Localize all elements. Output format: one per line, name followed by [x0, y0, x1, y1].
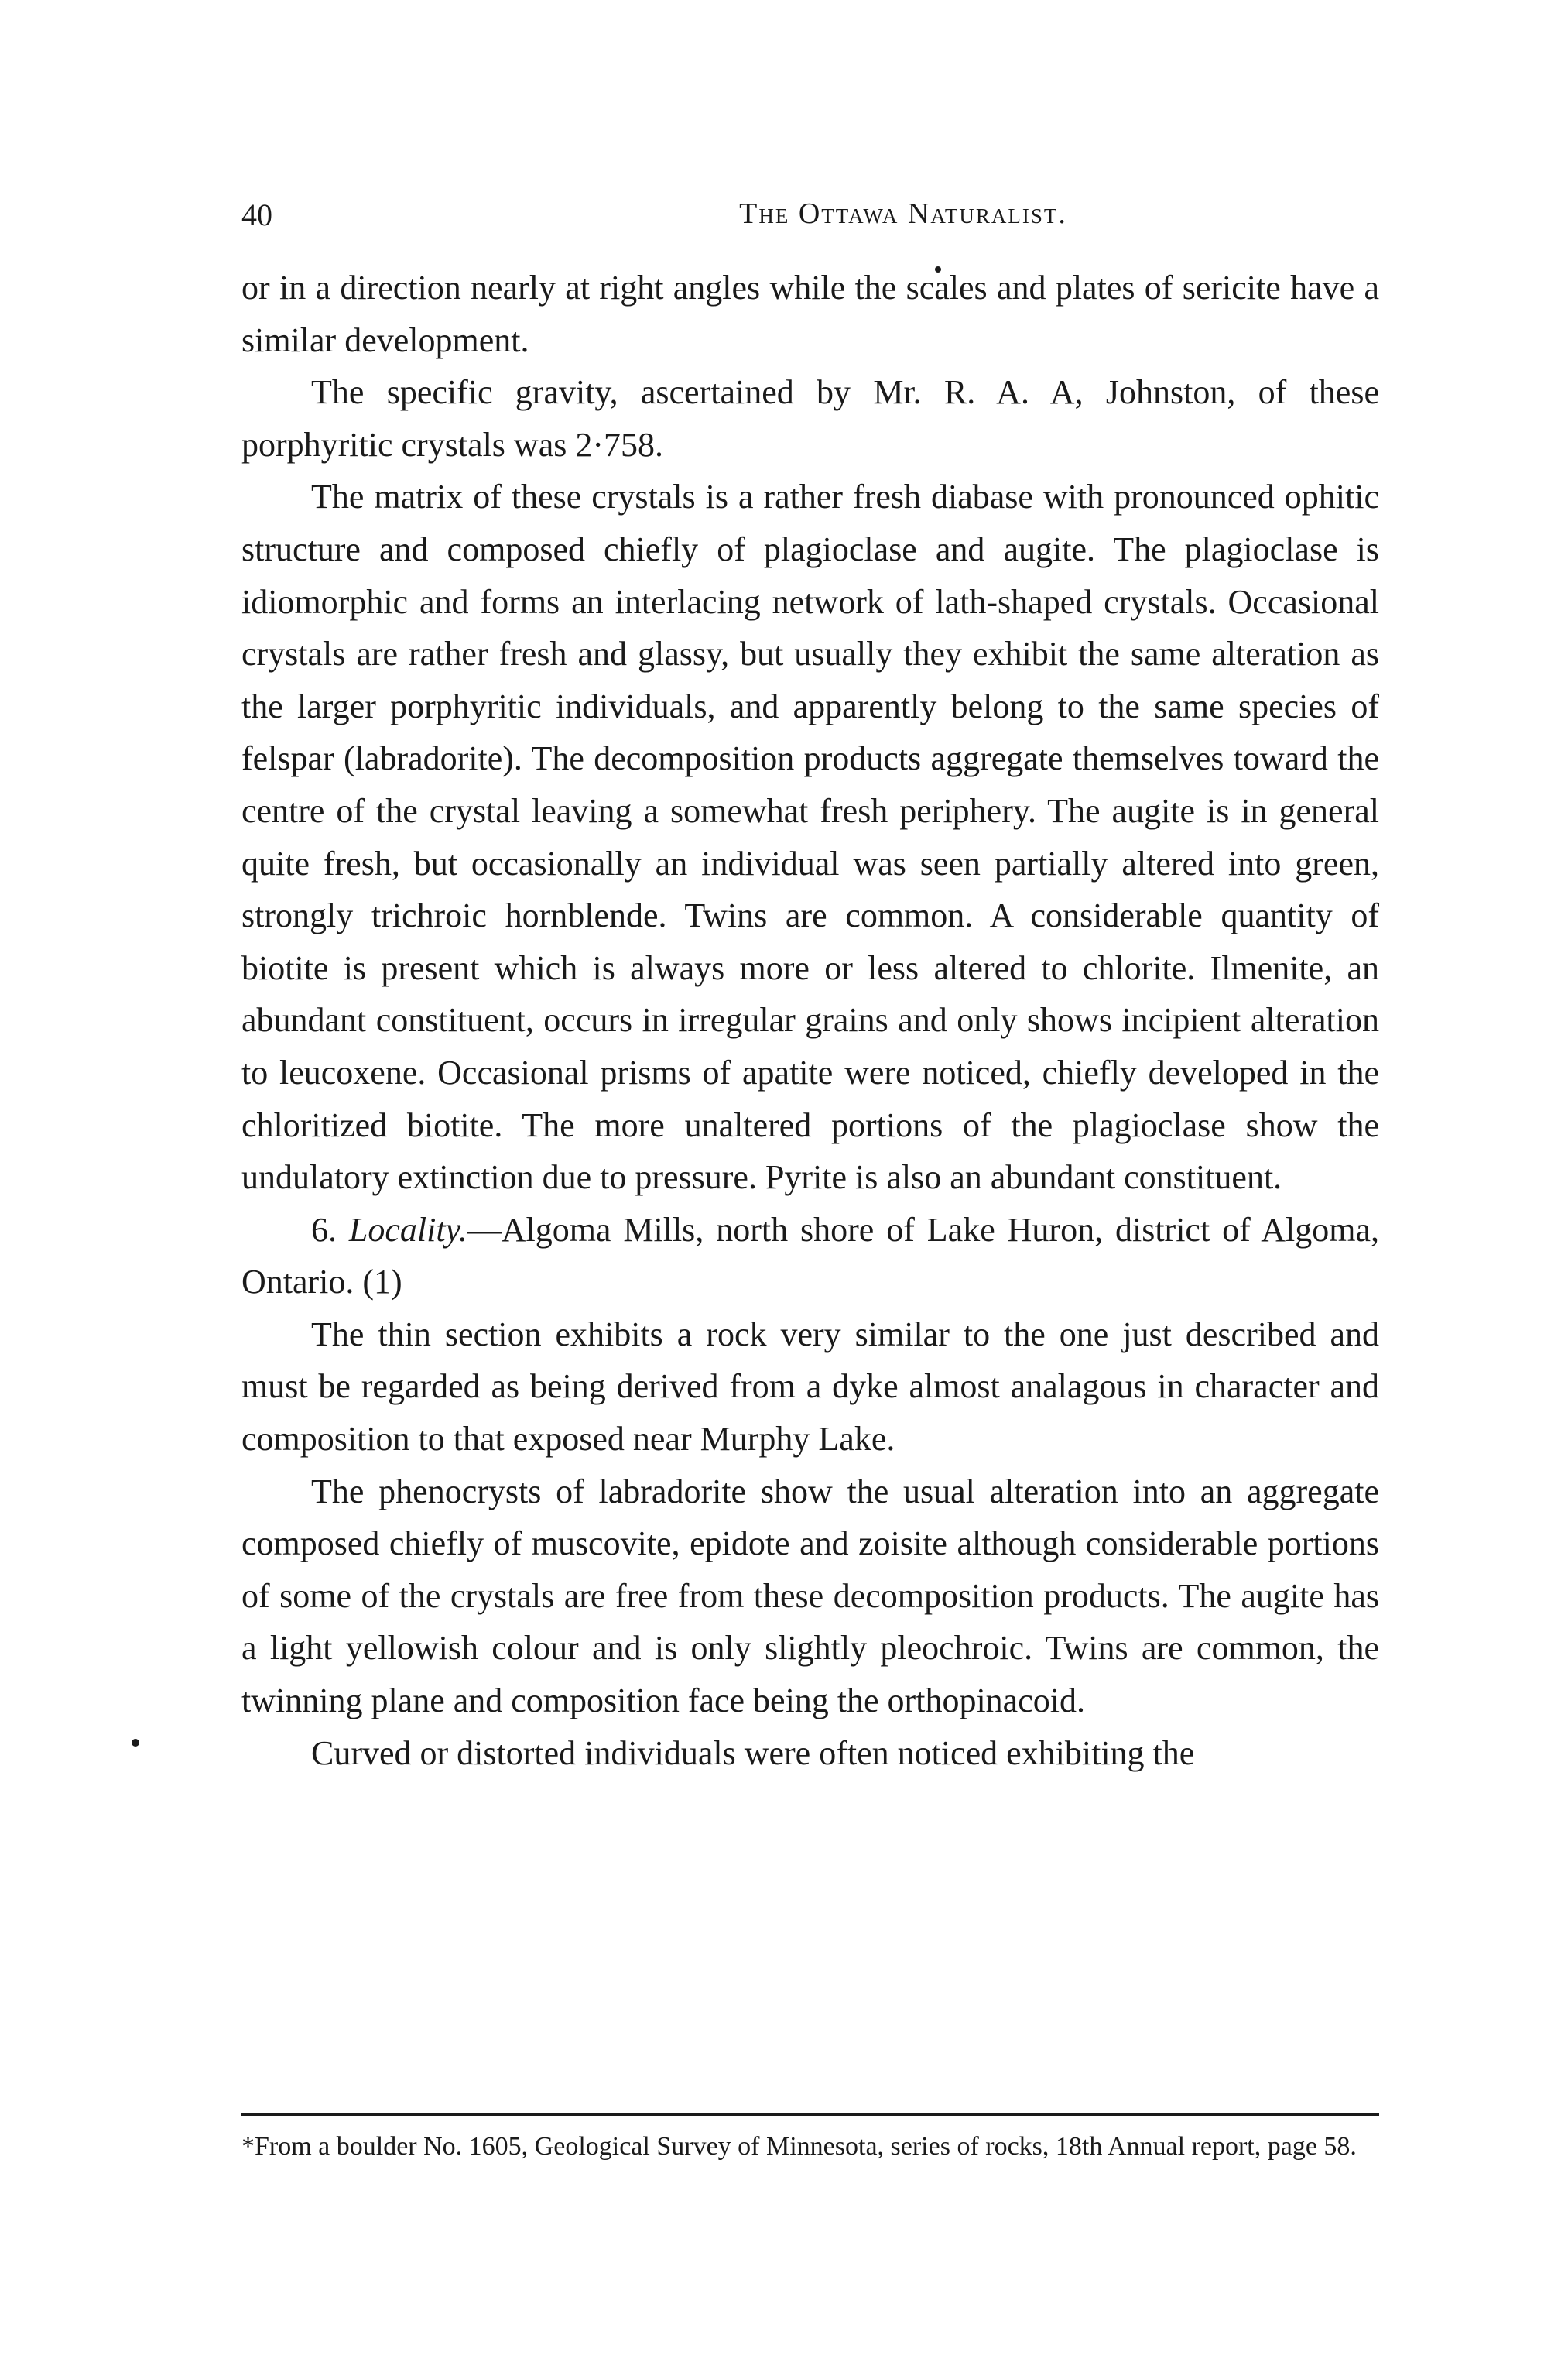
footnote: *From a boulder No. 1605, Geological Survey of Minnesota, series of rocks, 18th Annual report, page 58.: [241, 2132, 1357, 2161]
paragraph: The thin section exhibits a rock very similar to the one just described and must be regarded as being derived from a dyke almost analagous in character and composition to that exposed near Murphy Lake.: [241, 1315, 1379, 1459]
page-number: 40: [241, 197, 272, 232]
body-text: [241, 262, 1379, 1779]
paragraph: Curved or distorted individuals were often noticed exhibiting the: [311, 1733, 1195, 1772]
paragraph: The matrix of these crystals is a rather fresh diabase with pronounced ophitic structure and composed chiefly of plagioclase and augite. The plagioclase is idiomorphic and forms an interlacing network of lath-shaped crystals. Occasional crystals are rather fresh and glassy, but usually they exhibit the same alteration as the larger porphyritic individuals, and apparently belong to the same species of felspar (labradorite). The decomposition products aggregate themselves toward the centre of the crystal leaving a somewhat fresh periphery. The augite is in general quite fresh, but occasionally an individual was seen partially altered into green, strongly trichroic hornblende. Twins are common. A considerable quantity of biotite is present which is always more or less altered to chlorite. Ilmenite, an abundant constituent, occurs in irregular grains and only shows incipient alteration to leucoxene. Occasional prisms of apatite were noticed, chiefly developed in the chloritized biotite. The more unaltered portions of the plagioclase show the undulatory extinction due to pressure. Pyrite is also an abundant constituent.: [241, 478, 1379, 1197]
running-title: The Ottawa Naturalist.: [739, 197, 1067, 230]
page-header: [241, 197, 1379, 243]
margin-dot: [132, 1739, 139, 1747]
paragraph: or in a direction nearly at right angles while the scales and plates of sericite have a similar development.: [241, 269, 1379, 359]
locality-label: Locality.: [348, 1210, 467, 1249]
footnote-divider: [241, 2113, 1379, 2116]
paragraph: The phenocrysts of labradorite show the usual alteration into an aggregate composed chiefly of muscovite, epidote and zoisite although considerable portions of some of the crystals are free from these decomposition products. The augite has a light yellowish colour and is only slightly pleochroic. Twins are common, the twinning plane and composition face being the orthopinacoid.: [241, 1472, 1379, 1720]
section-number: 6.: [311, 1210, 337, 1249]
locality-paragraph: [241, 1204, 1379, 1308]
paragraph: The specific gravity, ascertained by Mr. R. A. A, Johnston, of these porphyritic crystals was 2·758.: [241, 373, 1379, 464]
locality-text: —Algoma Mills, north shore of Lake Huron, district of Algoma, Ontario. (1): [241, 1210, 1379, 1301]
